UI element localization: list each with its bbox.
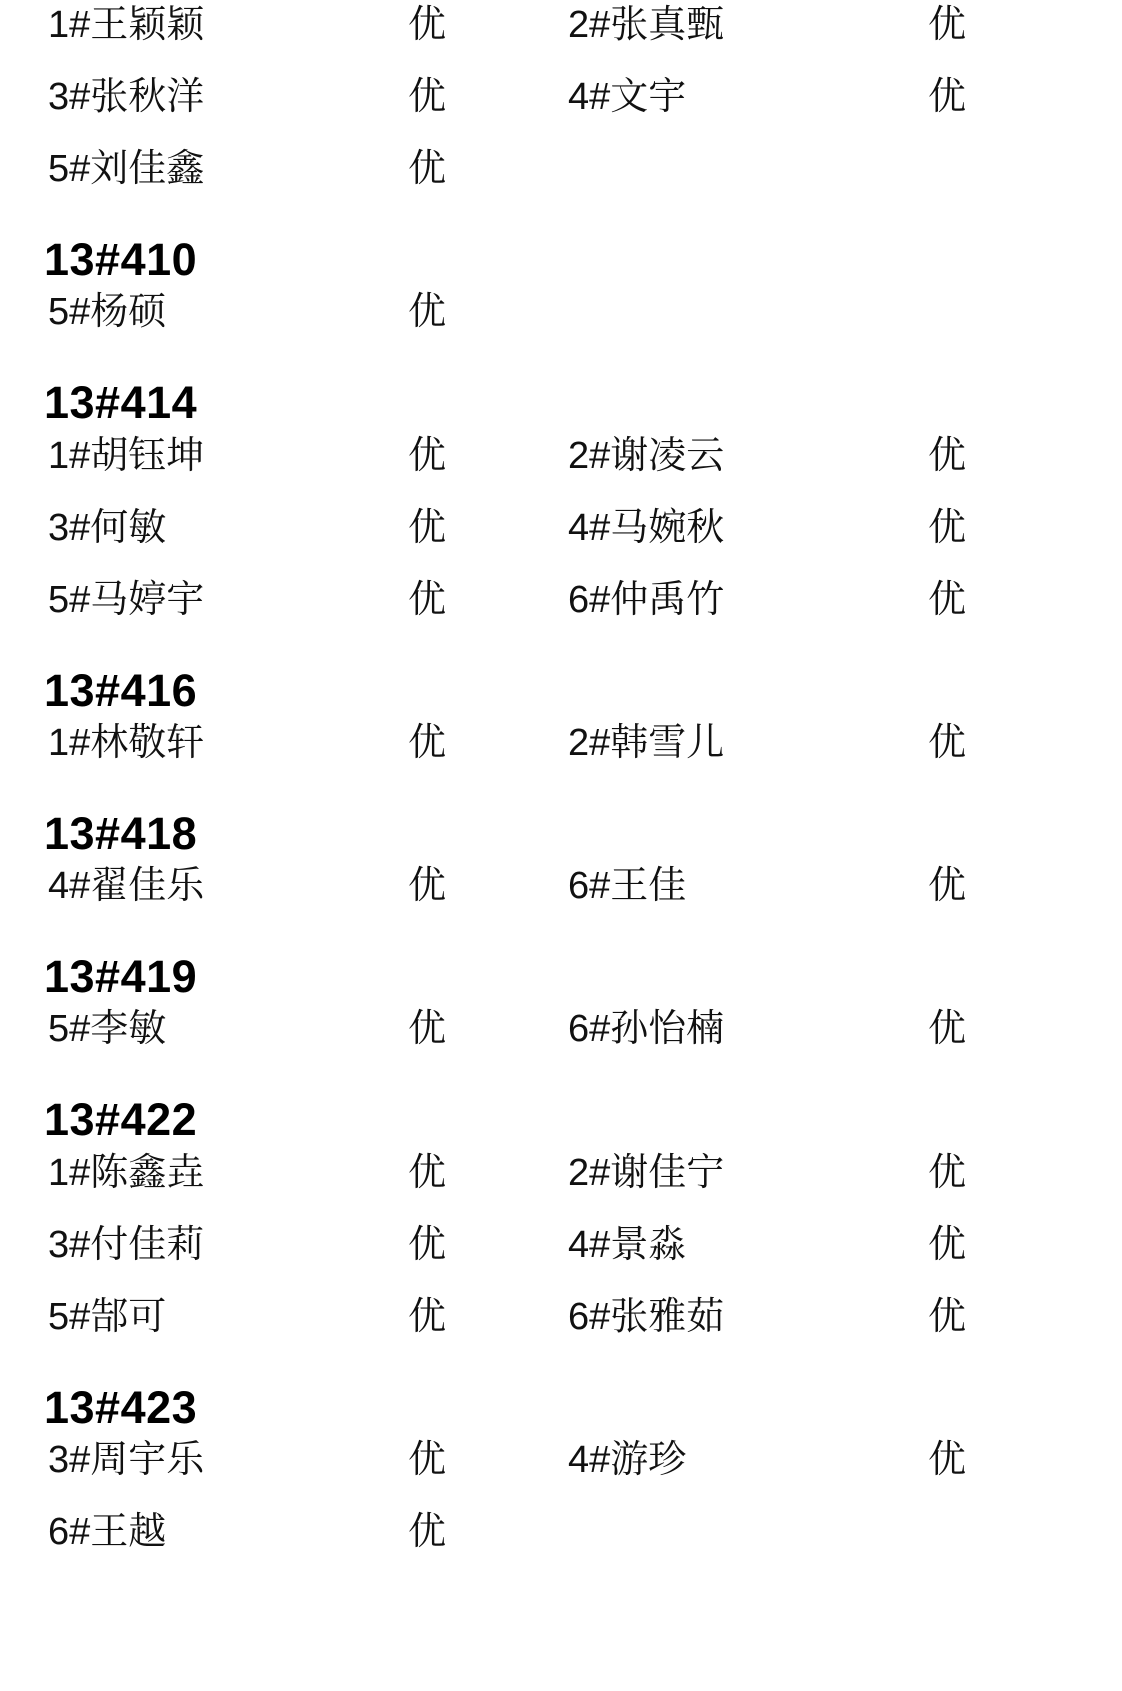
entry-left [48, 867, 568, 905]
entry-right [568, 1438, 1088, 1481]
entry-name: 4#文宇 [568, 76, 687, 118]
entry-grade: 优 [928, 1151, 967, 1194]
entry-grade: 优 [408, 865, 447, 907]
entry-left [48, 1008, 568, 1051]
table-row [0, 78, 1122, 150]
entry-name: 5#杨硕 [48, 291, 167, 334]
entry-grade: 优 [408, 434, 447, 477]
entry-name: 4#马婉秋 [568, 506, 725, 549]
table-row [0, 1510, 1122, 1585]
entry-left [48, 78, 568, 116]
entry-name: 5#刘佳鑫 [48, 148, 205, 190]
entry-name: 6#王佳 [568, 865, 687, 907]
entry-name: 4#翟佳乐 [48, 865, 205, 907]
entry-grade: 优 [408, 1438, 447, 1481]
entry-right [568, 1151, 1088, 1194]
table-row [0, 578, 1122, 653]
group-header: 13#418 [44, 807, 198, 859]
entry-left [48, 578, 568, 621]
entry-grade: 优 [928, 865, 967, 907]
entry-grade: 优 [928, 1438, 967, 1481]
table-row [0, 150, 1122, 222]
group-header: 13#414 [44, 377, 198, 429]
entry-right [568, 506, 1088, 549]
entry-name: 2#韩雪儿 [568, 721, 725, 764]
entry-name: 3#张秋洋 [48, 76, 205, 118]
entry-name: 3#付佳莉 [48, 1223, 205, 1266]
entry-left [48, 1438, 568, 1481]
entry-grade: 优 [408, 1223, 447, 1266]
entry-grade: 优 [408, 291, 447, 334]
entry-right [568, 867, 1088, 905]
entry-grade: 优 [928, 1223, 967, 1266]
group-header: 13#419 [44, 951, 198, 1002]
entry-grade: 优 [408, 1295, 447, 1338]
entry-name: 3#周宇乐 [48, 1438, 205, 1481]
entry-name: 1#王颖颖 [48, 4, 205, 46]
entry-name: 5#李敏 [48, 1008, 167, 1051]
table-row [0, 506, 1122, 581]
entry-grade: 优 [408, 76, 447, 118]
entry-grade: 优 [408, 1008, 447, 1051]
table-row [0, 6, 1122, 78]
entry-grade: 优 [408, 1510, 447, 1553]
entry-left [48, 1223, 568, 1266]
entry-grade: 优 [408, 578, 447, 621]
entry-name: 2#张真甄 [568, 4, 725, 46]
entry-name: 1#林敬轩 [48, 721, 205, 764]
entry-name: 6#仲禹竹 [568, 578, 725, 621]
entry-grade: 优 [928, 1008, 967, 1051]
entry-left [48, 506, 568, 549]
entry-right [568, 434, 1088, 477]
table-row [0, 1151, 1122, 1226]
group-header: 13#423 [44, 1381, 198, 1433]
table-row [0, 293, 1122, 365]
entry-grade: 优 [408, 4, 447, 46]
table-row [0, 1438, 1122, 1513]
table-row [0, 1010, 1122, 1082]
entry-name: 1#陈鑫垚 [48, 1151, 205, 1194]
entry-left [48, 291, 568, 334]
table-row [0, 1223, 1122, 1298]
entry-grade: 优 [408, 148, 447, 190]
entry-right [568, 1223, 1088, 1266]
entry-name: 6#孙怡楠 [568, 1008, 725, 1051]
entry-grade: 优 [408, 506, 447, 549]
group-header: 13#422 [44, 1094, 198, 1146]
entry-grade: 优 [928, 578, 967, 621]
entry-grade: 优 [928, 721, 967, 764]
entry-right [568, 721, 1088, 764]
entry-grade: 优 [928, 4, 967, 46]
table-row [0, 434, 1122, 509]
entry-grade: 优 [408, 1151, 447, 1194]
entry-name: 1#胡钰坤 [48, 434, 205, 477]
entry-grade: 优 [928, 1295, 967, 1338]
table-row [0, 1295, 1122, 1370]
table-row [0, 721, 1122, 796]
entry-right [568, 1008, 1088, 1051]
entry-name: 5#郜可 [48, 1295, 167, 1338]
entry-left [48, 434, 568, 477]
entry-grade: 优 [928, 76, 967, 118]
entry-left [48, 1510, 568, 1553]
entry-left [48, 1151, 568, 1194]
entry-name: 2#谢凌云 [568, 434, 725, 477]
entry-right [568, 578, 1088, 621]
entry-right [568, 6, 1088, 44]
entry-right [568, 1295, 1088, 1338]
group-header: 13#410 [44, 234, 198, 285]
entry-left [48, 6, 568, 44]
entry-grade: 优 [408, 721, 447, 764]
table-row [0, 867, 1122, 939]
entry-left [48, 721, 568, 764]
entry-name: 4#游珍 [568, 1438, 687, 1481]
group-header: 13#416 [44, 664, 198, 716]
entry-name: 6#张雅茹 [568, 1295, 725, 1338]
entry-name: 4#景淼 [568, 1223, 687, 1266]
entry-name: 3#何敏 [48, 506, 167, 549]
entry-right [568, 78, 1088, 116]
entry-left [48, 1295, 568, 1338]
entry-grade: 优 [928, 434, 967, 477]
entry-name: 6#王越 [48, 1510, 167, 1553]
entry-grade: 优 [928, 506, 967, 549]
entry-name: 5#马婷宇 [48, 578, 205, 621]
entry-left [48, 150, 568, 188]
entry-name: 2#谢佳宁 [568, 1151, 725, 1194]
